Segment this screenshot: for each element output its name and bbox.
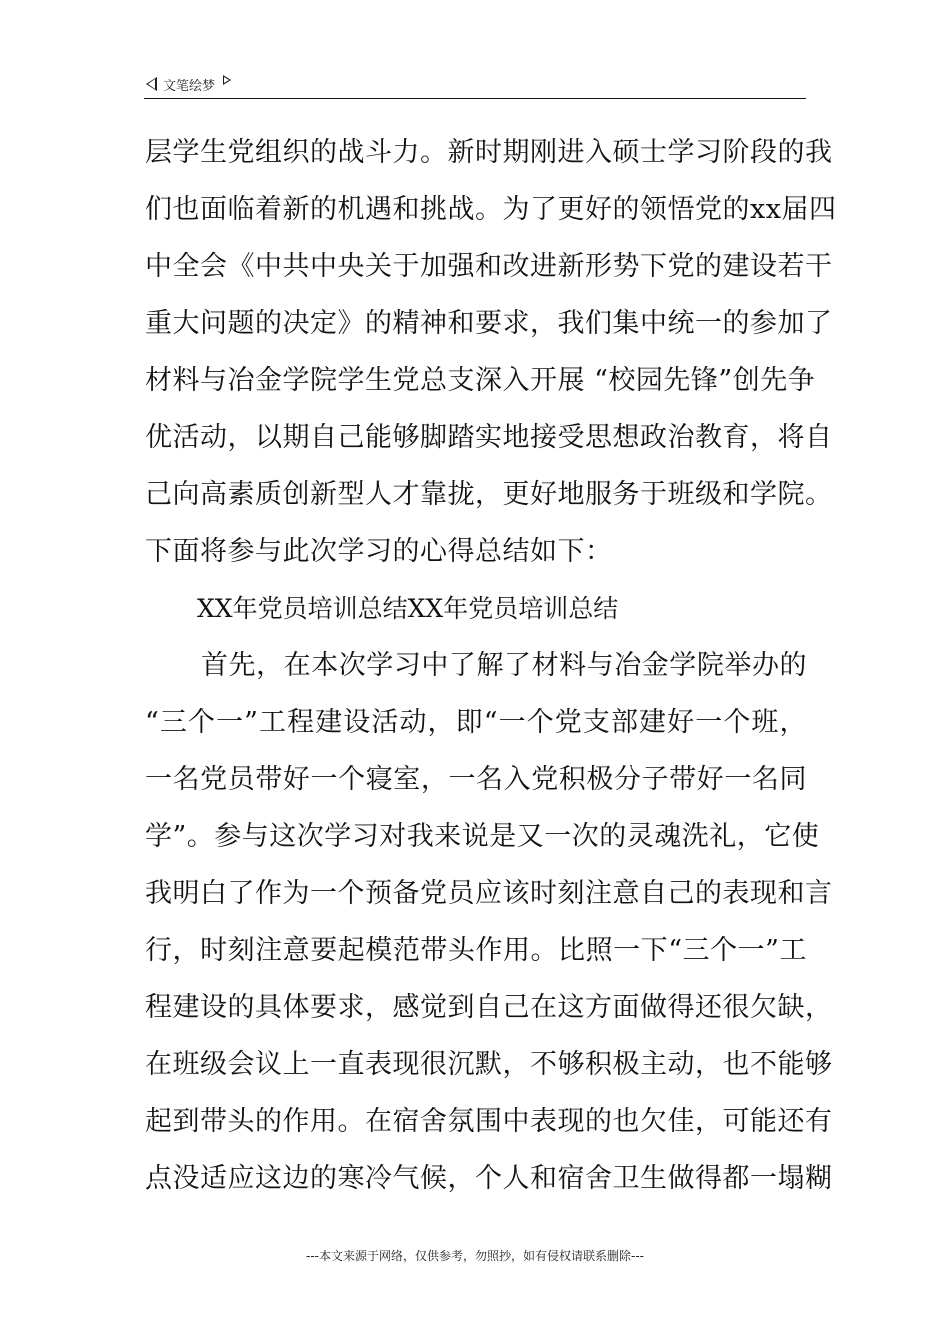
triangle-left-icon: [146, 77, 157, 91]
document-body: [145, 128, 837, 1211]
body-line: 重大问题的决定》的精神和要求，我们集中统一的参加了: [145, 308, 833, 339]
paragraph-line: 行，时刻注意要起模范带头作用。比照一下“三个一”工: [145, 935, 807, 966]
body-line: 材料与冶金学院学生党总支深入开展 “校园先锋”创先争: [145, 365, 816, 396]
paragraph-line: 起到带头的作用。在宿舍氛围中表现的也欠佳，可能还有: [145, 1106, 833, 1137]
triangle-right-icon: [223, 75, 231, 85]
paragraph-line: 学”。参与这次学习对我来说是又一次的灵魂洗礼，它使: [145, 821, 820, 852]
header-title: 文笔绘梦: [163, 78, 216, 94]
paragraph-line: 一名党员带好一个寝室，一名入党积极分子带好一名同: [145, 764, 807, 795]
page-footer: ---本文来源于网络，仅供参考，勿照抄，如有侵权请联系删除---: [306, 1249, 644, 1263]
body-line: 中全会《中共中央关于加强和改进新形势下党的建设若干: [145, 251, 833, 282]
body-line: 优活动，以期自己能够脚踏实地接受思想政治教育，将自: [145, 422, 833, 453]
paragraph-line: “三个一”工程建设活动，即“一个党支部建好一个班，: [145, 707, 807, 738]
header-divider: [144, 98, 806, 99]
body-line: 层学生党组织的战斗力。新时期刚进入硕士学习阶段的我: [145, 137, 833, 168]
body-line: 己向高素质创新型人才靠拢，更好地服务于班级和学院。: [145, 479, 833, 510]
paragraph-line: 我明白了作为一个预备党员应该时刻注意自己的表现和言: [145, 878, 833, 909]
section-subtitle: XX年党员培训总结XX年党员培训总结: [197, 594, 619, 623]
body-line: 下面将参与此次学习的心得总结如下：: [145, 536, 613, 567]
paragraph-line: 程建设的具体要求，感觉到自己在这方面做得还很欠缺，: [145, 992, 833, 1023]
paragraph-line: 在班级会议上一直表现很沉默，不够积极主动，也不能够: [145, 1049, 833, 1080]
paragraph-line: 点没适应这边的寒冷气候，个人和宿舍卫生做得都一塌糊: [145, 1163, 833, 1194]
body-line: 们也面临着新的机遇和挑战。为了更好的领悟党的xx届四: [145, 194, 837, 225]
paragraph-line: 首先，在本次学习中了解了材料与冶金学院举办的: [201, 650, 807, 681]
page-header: [146, 72, 806, 96]
